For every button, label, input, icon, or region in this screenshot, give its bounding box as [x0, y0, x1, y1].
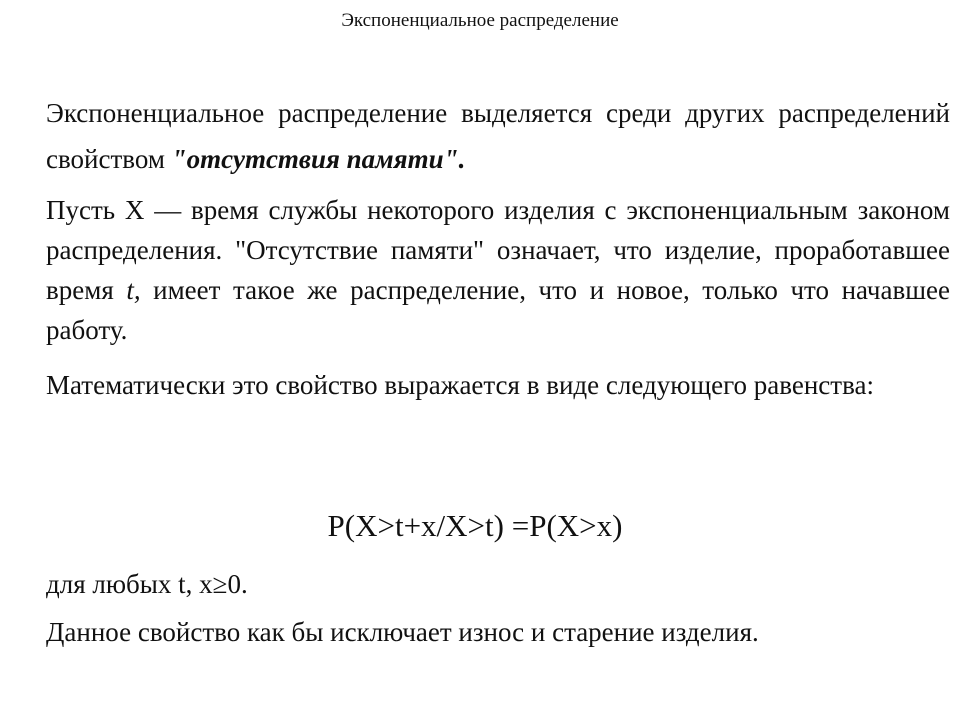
definition-text-a: Пусть Х — время службы некоторого изделия с экспоненциальным законом распределения. "Отсутствие памяти" означает, что изделие, проработавшее время — [46, 195, 950, 305]
paragraph-definition — [46, 190, 950, 350]
memoryless-formula: P(X>t+x/X>t) =P(X>x) — [327, 508, 623, 543]
condition-text: для любых t, x≥0. — [46, 569, 248, 599]
conclusion-text: Данное свойство как бы исключает износ и старение изделия. — [46, 617, 759, 647]
slide-title: Экспоненциальное распределение — [341, 10, 619, 31]
variable-t: t, — [126, 275, 141, 305]
memoryless-emphasis: "отсутствия памяти". — [171, 144, 466, 174]
paragraph-intro — [46, 90, 950, 182]
paragraph-math: Математически это свойство выражается в виде следующего равенства: — [46, 370, 874, 400]
intro-text: Экспоненциальное распределение выделяется среди других распределений свойством — [46, 98, 950, 174]
definition-text-b: имеет такое же распределение, что и новое, только что начавшее работу. — [46, 275, 950, 345]
